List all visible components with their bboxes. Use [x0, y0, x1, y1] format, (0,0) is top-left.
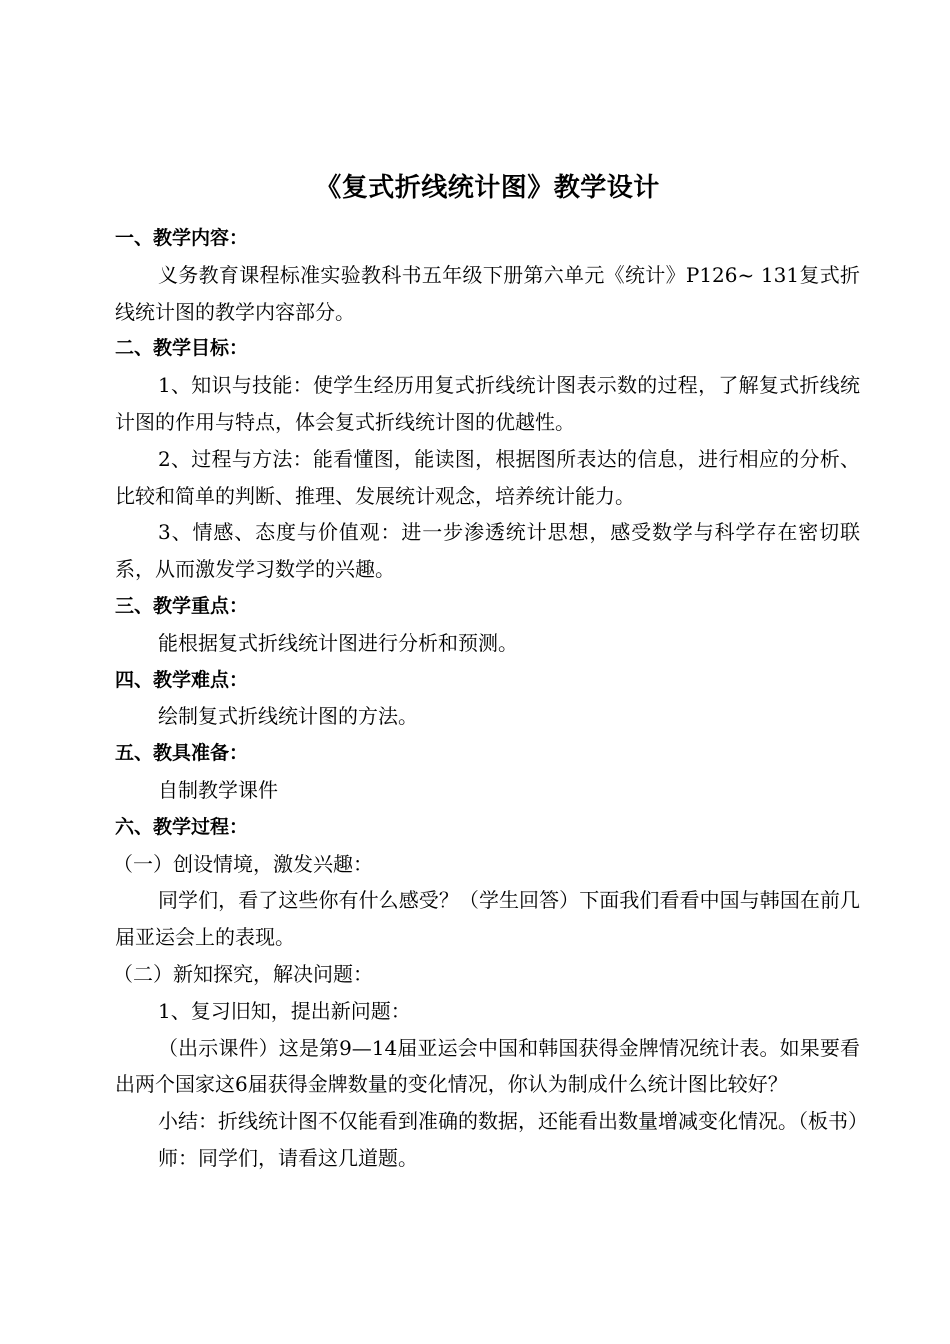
- goal-item-process: 2、过程与方法：能看懂图，能读图，根据图所表达的信息，进行相应的分析、比较和简单的判断、推理、发展统计观念，培养统计能力。: [115, 446, 860, 508]
- process-part2-heading: （二）新知探究，解决问题：: [113, 961, 373, 986]
- materials-text: 自制教学课件: [158, 777, 278, 802]
- process-part2-paragraph-1: （出示课件）这是第9—14届亚运会中国和韩国获得金牌情况统计表。如果要看出两个国家这6届获得金牌数量的变化情况，你认为制成什么统计图比较好？: [115, 1035, 860, 1097]
- goal-item-knowledge: 1、知识与技能：使学生经历用复式折线统计图表示数的过程，了解复式折线统计图的作用与特点，体会复式折线统计图的优越性。: [115, 373, 860, 434]
- section-heading-materials: 五、教具准备：: [115, 742, 249, 765]
- key-points-text: 能根据复式折线统计图进行分析和预测。: [158, 630, 518, 655]
- section-heading-difficulties: 四、教学难点：: [115, 668, 249, 691]
- content-paragraph: 义务教育课程标准实验教科书五年级下册第六单元《统计》P126~ 131复式折线统计图的教学内容部分。: [115, 262, 860, 324]
- process-part2-paragraph-2: 小结：折线统计图不仅能看到准确的数据，还能看出数量增减变化情况。（板书）: [158, 1109, 868, 1134]
- process-part1-text: 同学们，看了这些你有什么感受？（学生回答）下面我们看看中国与韩国在前几届亚运会上的表现。: [115, 888, 860, 950]
- process-part2-paragraph-3: 师：同学们，请看这几道题。: [158, 1145, 418, 1170]
- section-heading-goals: 二、教学目标：: [115, 337, 249, 360]
- process-part2-step1: 1、复习旧知，提出新问题：: [158, 998, 411, 1023]
- document-page: [113, 168, 868, 1177]
- process-part1-heading: （一）创设情境，激发兴趣：: [113, 851, 373, 876]
- difficulties-text: 绘制复式折线统计图的方法。: [158, 704, 418, 729]
- section-heading-process: 六、教学过程：: [115, 815, 249, 838]
- section-heading-key-points: 三、教学重点：: [115, 594, 249, 617]
- document-title: 《复式折线统计图》教学设计: [315, 173, 660, 203]
- section-heading-content: 一、教学内容：: [115, 227, 249, 249]
- goal-item-attitude: 3、情感、态度与价值观：进一步渗透统计思想，感受数学与科学存在密切联系，从而激发学习数学的兴趣。: [115, 520, 860, 582]
